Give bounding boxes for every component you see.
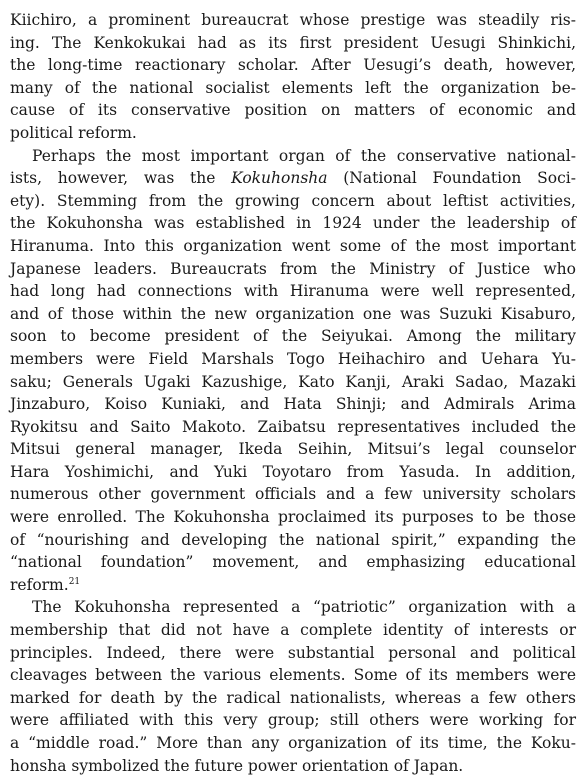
paragraph	[10, 145, 576, 597]
text-page	[10, 9, 576, 777]
text-line: of “nourishing and developing the national spirit,” expanding the	[10, 530, 576, 549]
text-line: membership that did not have a complete identity of interests or	[10, 621, 576, 640]
text-line	[10, 167, 576, 190]
text-line: a “middle road.” More than any organization of its time, the Koku-	[10, 734, 576, 752]
text-line: political reform.	[10, 123, 137, 142]
text-line: The Kokuhonsha represented a “patriotic” organization with a	[32, 598, 576, 617]
text-segment: (National Foundation Soci-	[327, 169, 576, 188]
text-segment: ists, however, was the	[10, 169, 232, 188]
text-line: cleavages between the various elements. Some of its members were	[10, 666, 576, 685]
text-line: Jinzaburo, Koiso Kuniaki, and Hata Shinji; and Admirals Arima	[10, 395, 576, 414]
text-line: “national foundation” movement, and emphasizing educational	[10, 553, 576, 572]
text-line: numerous other government officials and a few university scholars	[10, 485, 576, 504]
text-line: and of those within the new organization one was Suzuki Kisaburo,	[10, 304, 576, 323]
text-line: Ryokitsu and Saito Makoto. Zaibatsu representatives included the	[10, 417, 576, 436]
text-line: the Kokuhonsha was established in 1924 under the leadership of	[10, 214, 576, 233]
text-line: honsha symbolized the future power orientation of Japan.	[10, 756, 464, 775]
text-line: saku; Generals Ugaki Kazushige, Kato Kanji, Araki Sadao, Mazaki	[10, 372, 576, 391]
footnote-marker: 21	[68, 576, 81, 587]
text-line: principles. Indeed, there were substantial personal and political	[10, 643, 576, 662]
text-line: many of the national socialist elements left the organization be-	[10, 78, 576, 97]
text-segment: reform.	[10, 575, 69, 594]
text-line	[10, 574, 576, 597]
text-line: ing. The Kenkokukai had as its first president Uesugi Shinkichi,	[10, 33, 576, 52]
text-line: had long had connections with Hiranuma were well represented,	[10, 282, 576, 301]
paragraph	[10, 596, 576, 777]
text-line: cause of its conservative position on matters of economic and	[10, 101, 576, 120]
text-line: members were Field Marshals Togo Heihachiro and Uehara Yu-	[10, 349, 576, 368]
text-line: soon to become president of the Seiyukai. Among the military	[10, 327, 576, 346]
text-line: Mitsui general manager, Ikeda Seihin, Mitsui’s legal counselor	[10, 440, 576, 459]
text-line: Perhaps the most important organ of the conservative national-	[32, 146, 576, 165]
text-line: were affiliated with this very group; still others were working for	[10, 711, 576, 730]
text-line: Hiranuma. Into this organization went some of the most important	[10, 236, 576, 255]
text-line: Japanese leaders. Bureaucrats from the Ministry of Justice who	[10, 259, 576, 278]
text-line: Kiichiro, a prominent bureaucrat whose prestige was steadily ris-	[10, 11, 576, 29]
text-line: the long-time reactionary scholar. After Uesugi’s death, however,	[10, 56, 576, 75]
italic-term: Kokuhonsha	[231, 169, 328, 188]
paragraph	[10, 9, 576, 145]
text-line: Hara Yoshimichi, and Yuki Toyotaro from Yasuda. In addition,	[10, 462, 576, 481]
text-line: were enrolled. The Kokuhonsha proclaimed its purposes to be those	[10, 508, 576, 527]
text-line: marked for death by the radical nationalists, whereas a few others	[10, 688, 576, 707]
text-line: ety). Stemming from the growing concern about leftist activities,	[10, 191, 576, 210]
